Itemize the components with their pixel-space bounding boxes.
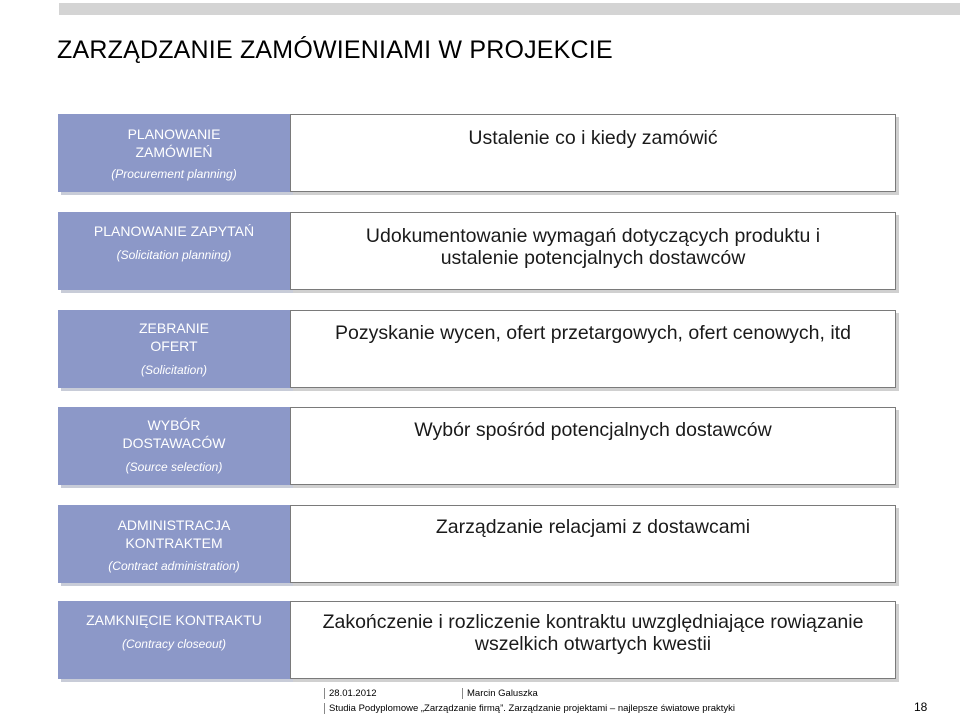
stage-label-procurement-planning [58,114,290,192]
stage-subtitle: (Solicitation) [140,363,208,377]
stage-subtitle: (Solicitation planning) [116,248,232,262]
footer-date: 28.01.2012 [324,688,377,699]
stage-name: WYBÓR DOSTAWACÓW [122,417,226,451]
stage-subtitle: (Contract administration) [108,559,240,573]
footer-course: Studia Podyplomowe „Zarządzanie firmą”. Zarządzanie projektami – najlepsze światowe praktyki [324,703,735,714]
stage-subtitle: (Procurement planning) [111,167,237,181]
stage-name: PLANOWANIE ZAPYTAŃ [93,223,255,239]
stage-description-source-selection: Wybór spośród potencjalnych dostawców [290,407,896,485]
stage-name: PLANOWANIE ZAMÓWIEŃ [127,126,221,160]
stage-label-source-selection [58,407,290,485]
stage-description-procurement-planning: Ustalenie co i kiedy zamówić [290,114,896,192]
stage-label-contract-closeout [58,601,290,679]
stage-name: ZEBRANIE OFERT [138,320,209,354]
stage-subtitle: (Source selection) [125,460,223,474]
stage-label-contract-administration [58,505,290,583]
stage-description-contract-administration: Zarządzanie relacjami z dostawcami [290,505,896,583]
stage-name: ADMINISTRACJA KONTRAKTEM [117,517,231,551]
stage-label-solicitation [58,310,290,388]
stage-name: ZAMKNIĘCIE KONTRAKTU [86,612,262,628]
stage-description-contract-closeout: Zakończenie i rozliczenie kontraktu uwzględniające rowiązanie wszelkich otwartych kwestii [290,601,896,679]
footer-author: Marcin Galuszka [462,688,538,699]
top-decor-bar [59,3,960,15]
stage-description-solicitation-planning: Udokumentowanie wymagań dotyczących produktu i ustalenie potencjalnych dostawców [290,212,896,290]
stage-subtitle: (Contracy closeout) [121,637,227,651]
page-number: 18 [914,700,928,714]
stage-label-solicitation-planning [58,212,290,290]
stage-description-solicitation: Pozyskanie wycen, ofert przetargowych, ofert cenowych, itd [290,310,896,388]
slide-title: ZARZĄDZANIE ZAMÓWIENIAMI W PROJEKCIE [57,36,613,64]
